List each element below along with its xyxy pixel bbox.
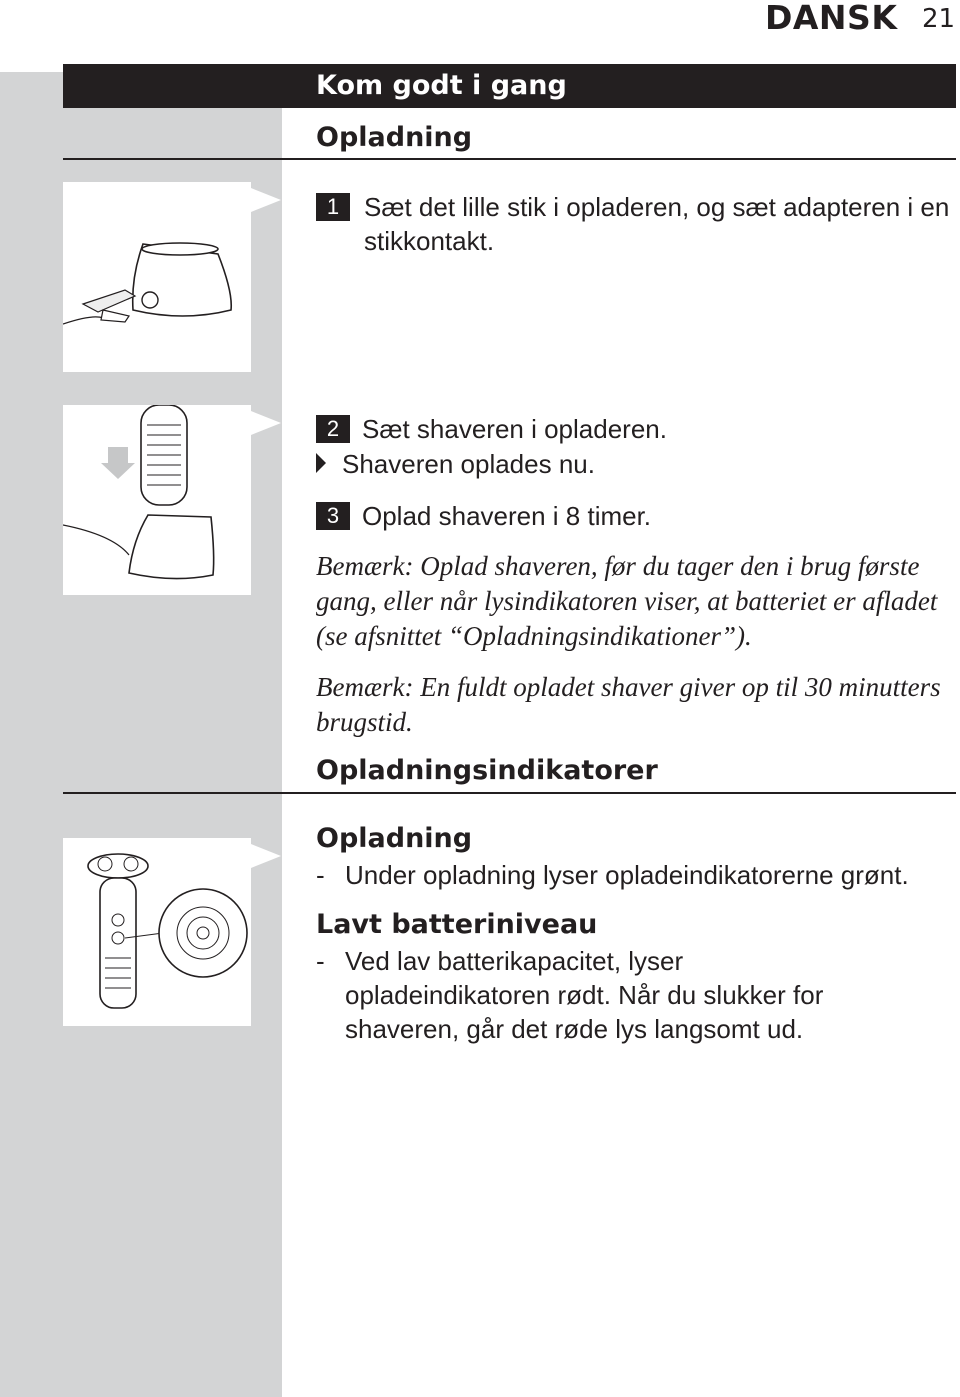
- note-runtime: Bemærk: En fuldt opladet shaver giver op til 30 minutters brugstid.: [316, 672, 941, 737]
- step-2-text: Sæt shaveren i opladeren.: [362, 414, 667, 444]
- step-1-text: Sæt det lille stik i opladeren, og sæt adapteren i en stikkontakt.: [364, 192, 950, 256]
- step-1-badge-line: [316, 190, 362, 224]
- low-battery-text: Ved lav batterikapacitet, lyser opladeindikatoren rødt. Når du slukker for shaveren, går det røde lys langsomt ud.: [345, 946, 824, 1044]
- note-first-use: Bemærk: Oplad shaveren, før du tager den i brug første gang, eller når lysindikatoren viser, at batteriet er afladet (se afsnittet “Opladningsindikationer”).: [316, 551, 938, 651]
- dash-bullet: -: [316, 860, 325, 890]
- charging-heading: Opladning: [316, 122, 473, 153]
- result-arrow-icon: [316, 453, 326, 473]
- step-2-line: [316, 412, 667, 446]
- charger-plug-illustration: [63, 182, 251, 372]
- shaver-in-charger-illustration: [63, 405, 251, 595]
- low-battery-item: [316, 944, 956, 1048]
- result-text: Shaveren oplades nu.: [342, 449, 595, 479]
- language-header: DANSK: [765, 0, 898, 37]
- indicators-heading: Opladningsindikatorer: [316, 755, 658, 786]
- step-number-badge: 1: [316, 193, 350, 221]
- step-3-line: [316, 499, 651, 533]
- step-number-badge: 3: [316, 502, 350, 530]
- dash-bullet: -: [316, 946, 325, 976]
- charge-indicator-illustration: [63, 838, 251, 1026]
- section-title: Kom godt i gang: [316, 70, 567, 101]
- shaver-charger-figure: [63, 405, 251, 595]
- heading-rule: [63, 792, 956, 794]
- figure-pointer: [251, 411, 281, 435]
- charging-indicator-item: [316, 858, 956, 892]
- low-battery-heading: Lavt batteriniveau: [316, 909, 598, 940]
- step-3-text: Oplad shaveren i 8 timer.: [362, 501, 652, 531]
- indicator-figure: [63, 838, 251, 1026]
- step-number-badge: 2: [316, 415, 350, 443]
- page-number: 21: [922, 4, 956, 34]
- heading-rule: [63, 158, 956, 160]
- charging-indicator-text: Under opladning lyser opladeindikatorerne grønt.: [345, 860, 909, 890]
- figure-pointer: [251, 844, 281, 868]
- result-line: [316, 447, 595, 481]
- figure-pointer: [251, 188, 281, 212]
- section-title-bar: [63, 64, 956, 108]
- charger-plug-figure: [63, 182, 251, 372]
- charging-indicator-heading: Opladning: [316, 823, 473, 854]
